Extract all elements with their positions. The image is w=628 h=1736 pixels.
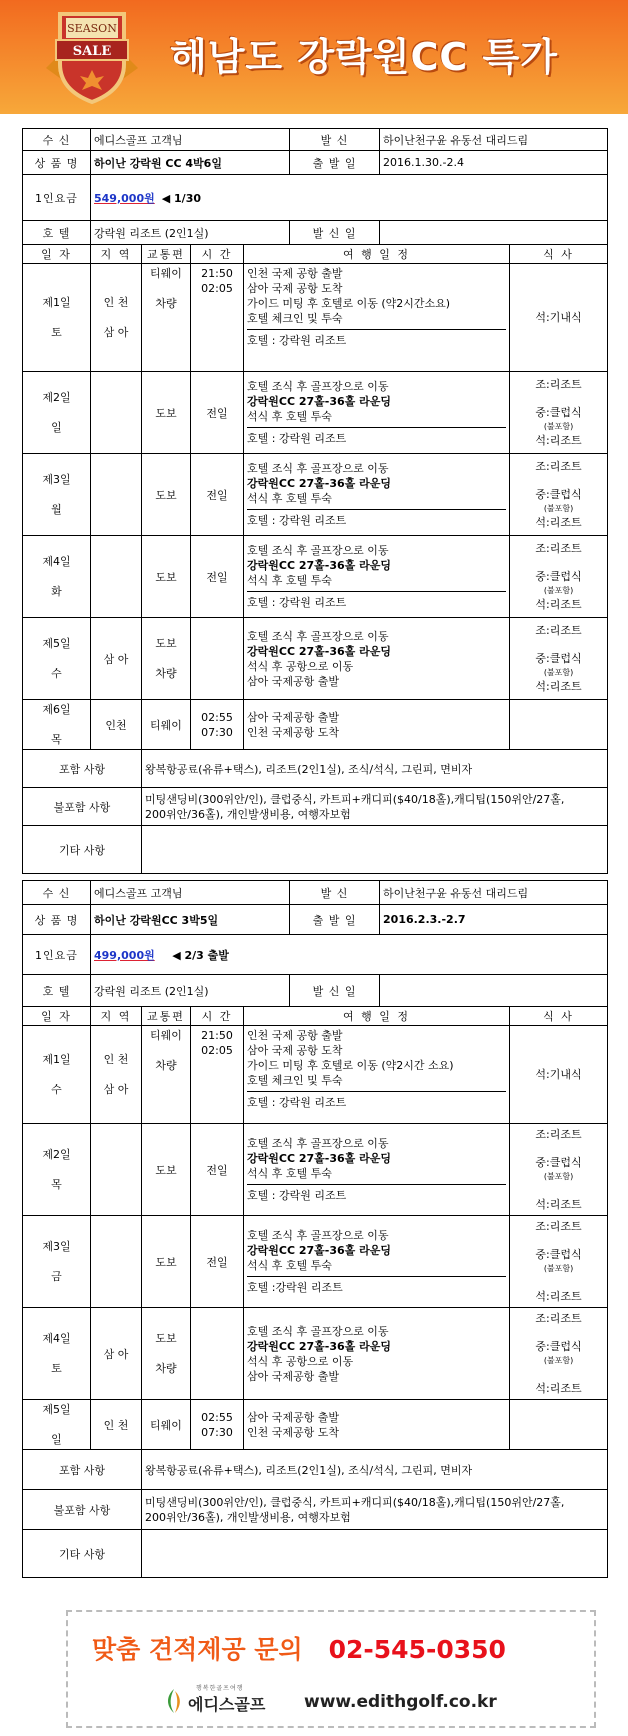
- send-date-value: [380, 221, 608, 245]
- product-value: 하이난 강락원CC 3박5일: [91, 905, 290, 935]
- product-value: 하이난 강락원 CC 4박6일: [91, 151, 290, 175]
- day-row: [23, 700, 608, 750]
- meal-cell: [510, 700, 608, 750]
- itinerary-cell: 호텔 조식 후 골프장으로 이동 강락원CC 27홀-36홀 라운딩 석식 후 호텔 투숙 호텔 : 강락원 리조트: [244, 372, 510, 454]
- website-link[interactable]: www.edithgolf.co.kr: [304, 1692, 497, 1712]
- edith-golf-logo-icon: [164, 1688, 184, 1714]
- contact-footer: [66, 1610, 596, 1728]
- season-sale-banner: [0, 0, 628, 114]
- price-label: 1인요금: [23, 935, 91, 975]
- day-label: 제3일 금: [23, 1216, 91, 1308]
- hotel-line: 호텔 : 강락원 리조트: [247, 1184, 506, 1203]
- hotel-value: 강락원 리조트 (2인1실): [91, 975, 290, 1007]
- price-cell: [91, 175, 608, 221]
- day-row: [23, 372, 608, 454]
- itinerary-cell: 호텔 조식 후 골프장으로 이동 강락원CC 27홀-36홀 라운딩 석식 후 호텔 투숙 호텔 : 강락원 리조트: [244, 536, 510, 618]
- sender-label: 발 신: [290, 129, 380, 151]
- other-label: 기타 사항: [23, 826, 142, 874]
- meal-cell: 조:리조트 중:클럽식 (불포함) 석:리조트: [510, 1308, 608, 1400]
- hotel-line: 호텔 : 강락원 리조트: [247, 1091, 506, 1110]
- transport-cell: 도보: [142, 1216, 191, 1308]
- departure-value: 2016.2.3.-2.7: [380, 905, 608, 935]
- time-cell: [191, 1308, 244, 1400]
- meal-cell: 조:리조트 중:클럽식 (불포함) 석:리조트: [510, 372, 608, 454]
- transport-cell: 도보: [142, 536, 191, 618]
- product-label: 상 품 명: [23, 905, 91, 935]
- region-cell: 인 천: [91, 1400, 142, 1450]
- svg-text:SALE: SALE: [72, 44, 112, 59]
- other-value: [142, 826, 608, 874]
- day-row: [23, 454, 608, 536]
- brand-name: 에디스골프: [188, 1695, 266, 1714]
- col-transport-header: 교통편: [142, 1007, 191, 1026]
- day-row: [23, 536, 608, 618]
- col-day-header: 일 자: [23, 245, 91, 264]
- time-cell: 21:50 02:05: [191, 264, 244, 372]
- hotel-label: 호 텔: [23, 221, 91, 245]
- excluded-label: 불포함 사항: [23, 788, 142, 826]
- excluded-value: 미팅샌딩비(300위안/인), 클럽중식, 카트피+캐디피($40/18홀),캐디팁(150위안/27홀, 200위안/36홀), 개인발생비용, 여행자보험: [142, 1490, 608, 1530]
- excluded-value: 미팅샌딩비(300위안/인), 클럽중식, 카트피+캐디피($40/18홀),캐디팁(150위안/27홀, 200위안/36홀), 개인발생비용, 여행자보험: [142, 788, 608, 826]
- schedule-table-2: [22, 880, 608, 1578]
- included-label: 포함 사항: [23, 750, 142, 788]
- phone-number[interactable]: 02-545-0350: [328, 1635, 506, 1664]
- col-time-header: 시 간: [191, 245, 244, 264]
- banner-title: 해남도 강락원CC 특가: [170, 35, 558, 79]
- time-cell: 전일: [191, 536, 244, 618]
- col-day-header: 일 자: [23, 1007, 91, 1026]
- time-cell: 21:50 02:05: [191, 1026, 244, 1124]
- col-time-header: 시 간: [191, 1007, 244, 1026]
- meal-cell: 조:리조트 중:클럽식 (불포함) 석:리조트: [510, 1216, 608, 1308]
- hotel-line: 호텔 : 강락원 리조트: [247, 509, 506, 528]
- day-row: [23, 1216, 608, 1308]
- hotel-line: 호텔 : 강락원 리조트: [247, 427, 506, 446]
- included-label: 포함 사항: [23, 1450, 142, 1490]
- send-date-label: 발 신 일: [290, 975, 380, 1007]
- included-value: 왕복항공료(유류+택스), 리조트(2인1실), 조식/석식, 그린피, 면비자: [142, 1450, 608, 1490]
- day-label: 제4일 토: [23, 1308, 91, 1400]
- itinerary-cell: 호텔 조식 후 골프장으로 이동 강락원CC 27홀-36홀 라운딩 석식 후 호텔 투숙 호텔 : 강락원 리조트: [244, 454, 510, 536]
- col-itinerary-header: 여 행 일 정: [244, 1007, 510, 1026]
- region-cell: [91, 1124, 142, 1216]
- region-cell: [91, 454, 142, 536]
- region-cell: [91, 372, 142, 454]
- transport-cell: 도보 차량: [142, 618, 191, 700]
- region-cell: 인천: [91, 700, 142, 750]
- time-cell: 전일: [191, 454, 244, 536]
- recipient-value: 에디스골프 고객님: [91, 881, 290, 905]
- price-note: ◀ 2/3 출발: [172, 948, 229, 962]
- svg-text:SEASON: SEASON: [67, 22, 117, 35]
- price-value: 499,000원: [94, 948, 155, 962]
- itinerary-cell: 인천 국제 공항 출발 삼아 국제 공항 도착 가이드 미팅 후 호텔로 이동 (약2시간소요) 호텔 체크인 및 투숙 호텔 : 강락원 리조트: [244, 264, 510, 372]
- region-cell: [91, 1216, 142, 1308]
- departure-label: 출 발 일: [290, 151, 380, 175]
- region-cell: 삼 아: [91, 618, 142, 700]
- time-cell: 02:55 07:30: [191, 700, 244, 750]
- day-label: 제1일 토: [23, 264, 91, 372]
- included-value: 왕복항공료(유류+택스), 리조트(2인1실), 조식/석식, 그린피, 면비자: [142, 750, 608, 788]
- price-label: 1인요금: [23, 175, 91, 221]
- region-cell: 인 천 삼 아: [91, 1026, 142, 1124]
- meal-cell: 조:리조트 중:클럽식 (불포함) 석:리조트: [510, 454, 608, 536]
- recipient-value: 에디스골프 고객님: [91, 129, 290, 151]
- col-region-header: 지 역: [91, 1007, 142, 1026]
- col-meal-header: 식 사: [510, 1007, 608, 1026]
- col-region-header: 지 역: [91, 245, 142, 264]
- hotel-label: 호 텔: [23, 975, 91, 1007]
- price-cell: [91, 935, 608, 975]
- itinerary-cell: 삼아 국제공항 출발 인천 국제공항 도착: [244, 700, 510, 750]
- brand-tagline: 행복한골프여행: [196, 1685, 244, 1692]
- itinerary-cell: 호텔 조식 후 골프장으로 이동 강락원CC 27홀-36홀 라운딩 석식 후 공항으로 이동 삼아 국제공항 출발: [244, 618, 510, 700]
- itinerary-cell: 호텔 조식 후 골프장으로 이동 강락원CC 27홀-36홀 라운딩 석식 후 공항으로 이동 삼아 국제공항 출발: [244, 1308, 510, 1400]
- day-row: [23, 1026, 608, 1124]
- season-sale-badge-icon: [40, 6, 144, 106]
- day-label: 제5일 일: [23, 1400, 91, 1450]
- recipient-label: 수 신: [23, 129, 91, 151]
- send-date-value: [380, 975, 608, 1007]
- col-itinerary-header: 여 행 일 정: [244, 245, 510, 264]
- meal-cell: 조:리조트 중:클럽식 (불포함) 석:리조트: [510, 536, 608, 618]
- other-label: 기타 사항: [23, 1530, 142, 1578]
- meal-cell: 석:기내식: [510, 264, 608, 372]
- time-cell: [191, 618, 244, 700]
- transport-cell: 티웨이: [142, 700, 191, 750]
- contact-line: [92, 1630, 506, 1666]
- region-cell: 인 천 삼 아: [91, 264, 142, 372]
- time-cell: 02:55 07:30: [191, 1400, 244, 1450]
- day-row: [23, 1308, 608, 1400]
- itinerary-cell: 삼아 국제공항 출발 인천 국제공항 도착: [244, 1400, 510, 1450]
- time-cell: 전일: [191, 1216, 244, 1308]
- day-row: [23, 618, 608, 700]
- hotel-line: 호텔 : 강락원 리조트: [247, 591, 506, 610]
- region-cell: 삼 아: [91, 1308, 142, 1400]
- transport-cell: 티웨이 차량: [142, 1026, 191, 1124]
- product-label: 상 품 명: [23, 151, 91, 175]
- transport-cell: 티웨이: [142, 1400, 191, 1450]
- time-cell: 전일: [191, 372, 244, 454]
- day-label: 제1일 수: [23, 1026, 91, 1124]
- meal-cell: 조:리조트 중:클럽식 (불포함) 석:리조트: [510, 1124, 608, 1216]
- price-note: ◀ 1/30: [161, 191, 202, 205]
- contact-label: 맞춤 견적제공 문의: [92, 1635, 303, 1664]
- transport-cell: 도보: [142, 1124, 191, 1216]
- hotel-line: 호텔 : 강락원 리조트: [247, 329, 506, 348]
- transport-cell: 티웨이 차량: [142, 264, 191, 372]
- day-label: 제3일 월: [23, 454, 91, 536]
- recipient-label: 수 신: [23, 881, 91, 905]
- itinerary-cell: 인천 국제 공항 출발 삼아 국제 공항 도착 가이드 미팅 후 호텔로 이동 (약2시간 소요) 호텔 체크인 및 투숙 호텔 : 강락원 리조트: [244, 1026, 510, 1124]
- time-cell: 전일: [191, 1124, 244, 1216]
- hotel-value: 강락원 리조트 (2인1실): [91, 221, 290, 245]
- col-meal-header: 식 사: [510, 245, 608, 264]
- meal-cell: 석:기내식: [510, 1026, 608, 1124]
- other-value: [142, 1530, 608, 1578]
- day-label: 제4일 화: [23, 536, 91, 618]
- sender-value: 하이난천구윤 유동선 대리드림: [380, 129, 608, 151]
- sender-label: 발 신: [290, 881, 380, 905]
- transport-cell: 도보: [142, 454, 191, 536]
- meal-cell: [510, 1400, 608, 1450]
- day-row: [23, 1400, 608, 1450]
- departure-value: 2016.1.30.-2.4: [380, 151, 608, 175]
- departure-label: 출 발 일: [290, 905, 380, 935]
- transport-cell: 도보: [142, 372, 191, 454]
- excluded-label: 불포함 사항: [23, 1490, 142, 1530]
- meal-cell: 조:리조트 중:클럽식 (불포함) 석:리조트: [510, 618, 608, 700]
- hotel-line: 호텔 :강락원 리조트: [247, 1276, 506, 1295]
- itinerary-cell: 호텔 조식 후 골프장으로 이동 강락원CC 27홀-36홀 라운딩 석식 후 호텔 투숙 호텔 :강락원 리조트: [244, 1216, 510, 1308]
- sender-value: 하이난천구윤 유동선 대리드림: [380, 881, 608, 905]
- day-label: 제2일 일: [23, 372, 91, 454]
- day-label: 제2일 목: [23, 1124, 91, 1216]
- day-label: 제6일 목: [23, 700, 91, 750]
- day-row: [23, 1124, 608, 1216]
- day-label: 제5일 수: [23, 618, 91, 700]
- region-cell: [91, 536, 142, 618]
- price-value: 549,000원: [94, 191, 155, 205]
- transport-cell: 도보 차량: [142, 1308, 191, 1400]
- send-date-label: 발 신 일: [290, 221, 380, 245]
- schedule-table-1: [22, 128, 608, 874]
- itinerary-cell: 호텔 조식 후 골프장으로 이동 강락원CC 27홀-36홀 라운딩 석식 후 호텔 투숙 호텔 : 강락원 리조트: [244, 1124, 510, 1216]
- day-row: [23, 264, 608, 372]
- col-transport-header: 교통편: [142, 245, 191, 264]
